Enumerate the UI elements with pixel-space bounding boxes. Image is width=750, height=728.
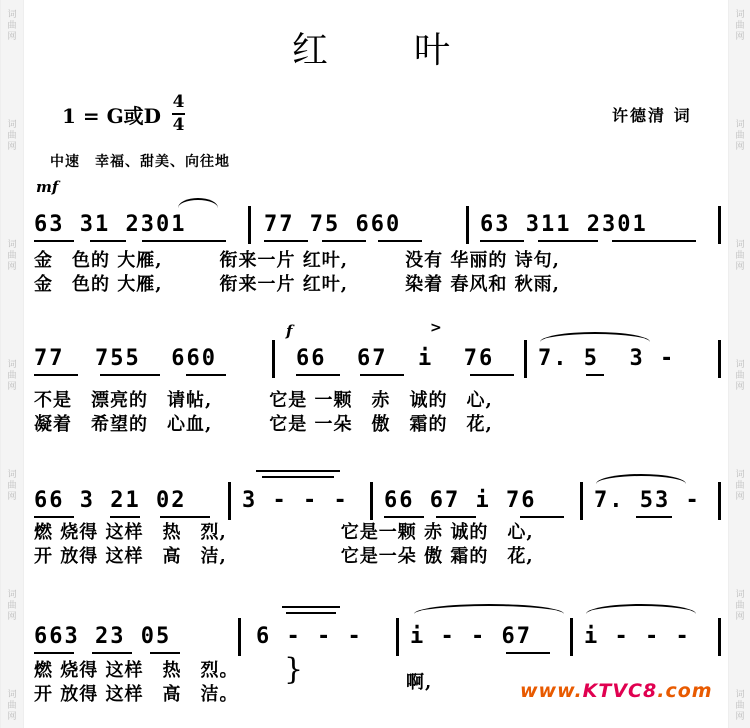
- time-signature: [172, 94, 185, 134]
- measure: 63 311 2301: [480, 212, 648, 237]
- watermark-text: 词 曲 网: [735, 360, 745, 392]
- watermark-text: 词 曲 网: [7, 470, 17, 502]
- measure: i - - -: [584, 624, 691, 649]
- watermark-text: 词 曲 网: [735, 690, 745, 722]
- measure: 77 755 660: [34, 346, 217, 371]
- watermark-text: 词 曲 网: [735, 590, 745, 622]
- watermark-text: 词 曲 网: [7, 690, 17, 722]
- song-title: 红叶: [292, 30, 537, 71]
- lyrics-verse-1: 燃 烧得 这样 热 烈。: [34, 660, 239, 681]
- measure: 66 67 i 76: [384, 488, 537, 513]
- measure: 6 - - -: [256, 624, 363, 649]
- tempo-marking: 中速 幸福、甜美、向往地: [50, 154, 230, 170]
- time-signature-bottom: 4: [172, 115, 185, 135]
- measure: 7. 5 3 -: [538, 346, 676, 371]
- dynamic-f: f: [286, 322, 293, 340]
- lyrics-verse-2: 凝着 希望的 心血, 它是 一朵 傲 霜的 花,: [34, 414, 493, 435]
- lyrics-verse-2: 开 放得 这样 高 洁。: [34, 684, 239, 705]
- measure: 66 3 21 02: [34, 488, 187, 513]
- accent-mark: >: [430, 320, 442, 336]
- watermark-text: 词 曲 网: [7, 120, 17, 152]
- watermark-text: 词 曲 网: [7, 590, 17, 622]
- logo-prefix: www.: [520, 680, 583, 702]
- lyrics-verse-1: 不是 漂亮的 请帖, 它是 一颗 赤 诚的 心,: [34, 390, 493, 411]
- lyrics-verse-2: 金 色的 大雁, 衔来一片 红叶, 染着 春风和 秋雨,: [34, 274, 560, 295]
- logo-suffix: .com: [657, 680, 713, 702]
- time-signature-top: 4: [172, 92, 185, 112]
- logo-site: KTVC8: [582, 680, 658, 702]
- dynamic-mf: mf: [36, 178, 59, 196]
- measure: 7. 53 -: [594, 488, 701, 513]
- watermark-text: 词 曲 网: [7, 240, 17, 272]
- measure: 63 31 2301: [34, 212, 187, 237]
- measure: 77 75 660: [264, 212, 402, 237]
- lyrics-verse-1: 燃 烧得 这样 热 烈, 它是一颗 赤 诚的 心,: [34, 522, 534, 543]
- site-logo: [520, 680, 713, 702]
- lyrics-ending: 啊,: [406, 672, 433, 693]
- lyricist-credit: 许德清 词: [612, 106, 692, 125]
- watermark-text: 词 曲 网: [735, 10, 745, 42]
- watermark-text: 词 曲 网: [7, 360, 17, 392]
- watermark-text: 词 曲 网: [7, 10, 17, 42]
- watermark-text: 词 曲 网: [735, 240, 745, 272]
- measure: 66 67 i 76: [296, 346, 495, 371]
- watermark-text: 词 曲 网: [735, 120, 745, 152]
- key-signature: 1 = G或D: [62, 104, 162, 128]
- measure: 3 - - -: [242, 488, 349, 513]
- measure: i - - 67: [410, 624, 532, 649]
- lyrics-verse-1: 金 色的 大雁, 衔来一片 红叶, 没有 华丽的 诗句,: [34, 250, 560, 271]
- watermark-text: 词 曲 网: [735, 470, 745, 502]
- lyrics-verse-2: 开 放得 这样 高 洁, 它是一朵 傲 霜的 花,: [34, 546, 534, 567]
- measure: 663 23 05: [34, 624, 172, 649]
